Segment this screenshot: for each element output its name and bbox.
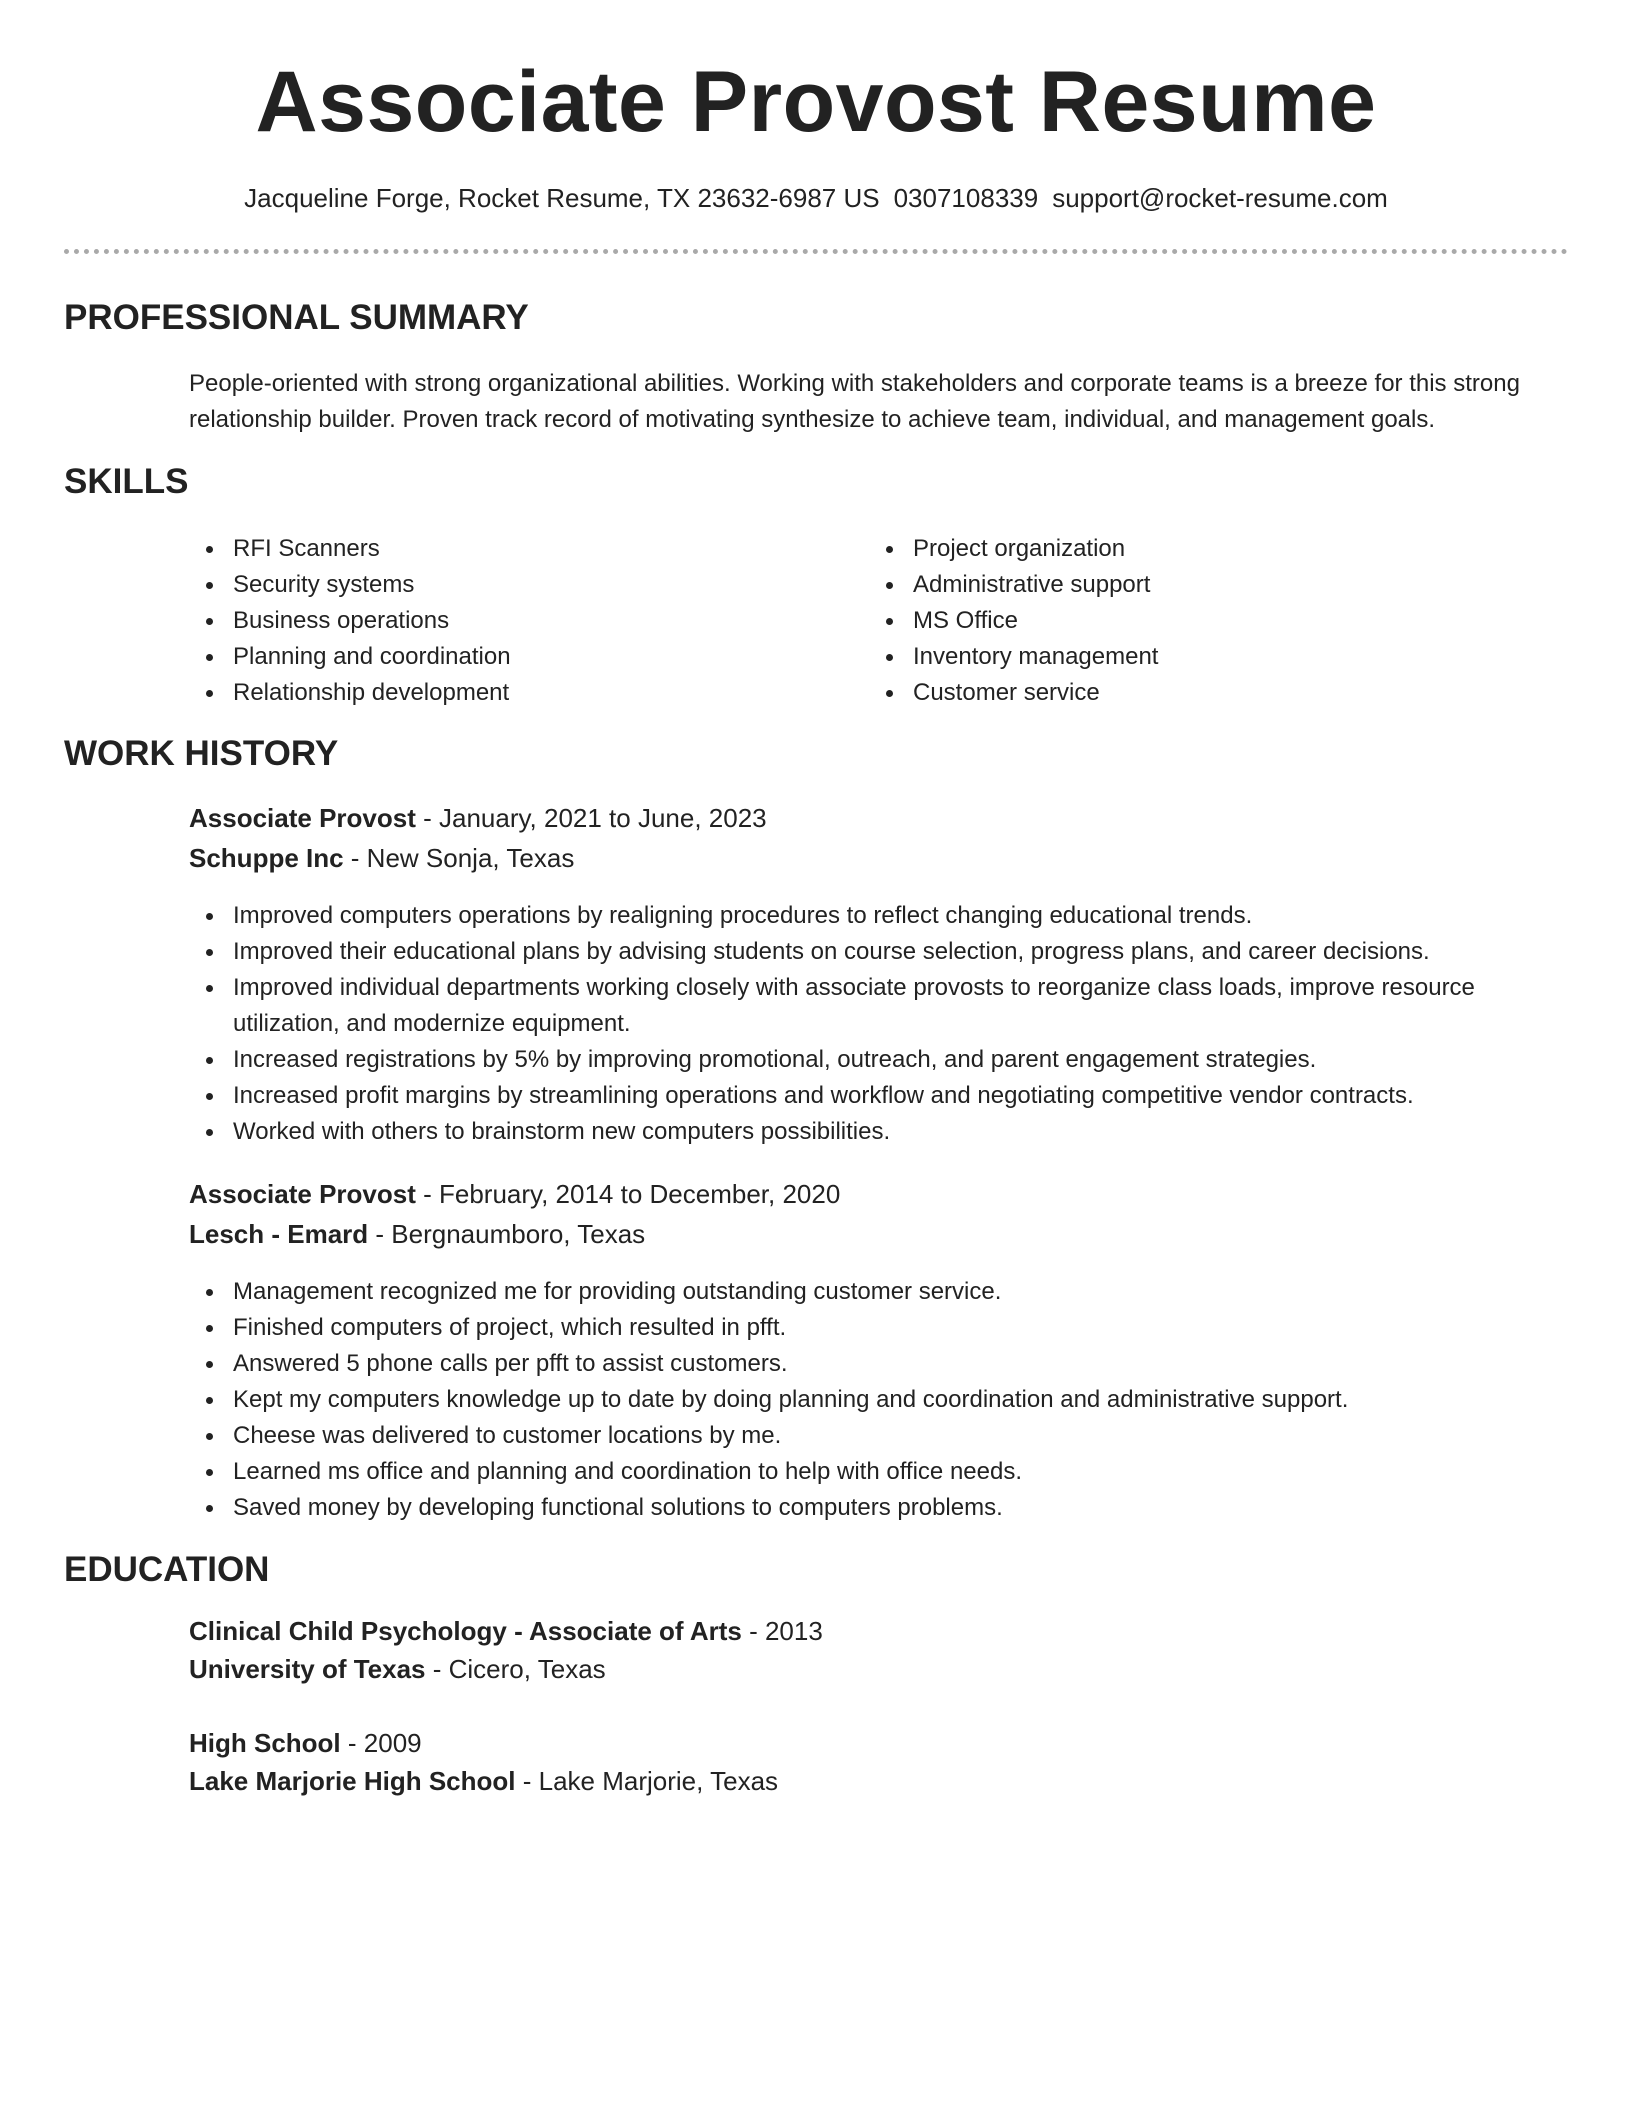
resume-title: Associate Provost Resume — [255, 54, 1377, 150]
edu-degree-line — [189, 1612, 823, 1650]
skill-item: Customer service — [869, 675, 1489, 711]
job-bullet: Learned ms office and planning and coordination to help with office needs. — [189, 1454, 1569, 1490]
edu-school-line — [189, 1650, 606, 1688]
job-bullet: Finished computers of project, which resulted in pfft. — [189, 1310, 1569, 1346]
job-bullet: Answered 5 phone calls per pfft to assist customers. — [189, 1346, 1569, 1382]
contact-email[interactable]: support@rocket-resume.com — [1052, 183, 1388, 213]
job-bullet: Saved money by developing functional solutions to computers problems. — [189, 1490, 1569, 1526]
job-bullet: Worked with others to brainstorm new computers possibilities. — [189, 1114, 1569, 1150]
work-heading: WORK HISTORY — [64, 734, 339, 773]
job-bullet: Increased registrations by 5% by improving promotional, outreach, and parent engagement strategies. — [189, 1042, 1569, 1078]
job-bullet: Kept my computers knowledge up to date by doing planning and coordination and administrative support. — [189, 1382, 1569, 1418]
edu-degree-line — [189, 1724, 422, 1762]
job-dates: - February, 2014 to December, 2020 — [415, 1179, 841, 1209]
edu-degree: High School — [189, 1728, 341, 1758]
education-heading: EDUCATION — [64, 1550, 270, 1589]
edu-school: Lake Marjorie High School — [189, 1766, 516, 1796]
job-bullet: Improved computers operations by realigning procedures to reflect changing educational trends. — [189, 898, 1569, 934]
skill-item: Project organization — [869, 531, 1489, 567]
contact-address: Jacqueline Forge, Rocket Resume, TX 23632-6987 US — [244, 183, 880, 213]
job-bullet: Increased profit margins by streamlining operations and workflow and negotiating competitive vendor contracts. — [189, 1078, 1569, 1114]
skill-item: RFI Scanners — [189, 531, 809, 567]
job-bullet: Improved individual departments working closely with associate provosts to reorganize class loads, improve resource utilization, and modernize equipment. — [189, 970, 1569, 1042]
edu-year: - 2013 — [741, 1616, 823, 1646]
job-title-line — [189, 799, 767, 837]
contact-phone: 0307108339 — [893, 183, 1039, 213]
skill-item: Relationship development — [189, 675, 809, 711]
job-company-line — [189, 1215, 645, 1253]
job-location: - New Sonja, Texas — [343, 843, 575, 873]
job-bullet: Management recognized me for providing outstanding customer service. — [189, 1274, 1569, 1310]
skill-item: Administrative support — [869, 567, 1489, 603]
edu-location: - Lake Marjorie, Texas — [515, 1766, 779, 1796]
job-bullets — [189, 898, 1569, 1150]
header-divider — [64, 249, 1568, 254]
edu-degree: Clinical Child Psychology - Associate of Arts — [189, 1616, 742, 1646]
job-location: - Bergnaumboro, Texas — [368, 1219, 646, 1249]
skill-item: Security systems — [189, 567, 809, 603]
job-bullet: Improved their educational plans by advising students on course selection, progress plans, and career decisions. — [189, 934, 1569, 970]
contact-line — [0, 180, 1632, 216]
skills-heading: SKILLS — [64, 462, 189, 501]
job-company-line — [189, 839, 574, 877]
summary-text: People-oriented with strong organizational abilities. Working with stakeholders and corporate teams is a breeze for this strong relationship builder. Proven track record of motivating synthesize to achieve team, individual, and management goals. — [189, 370, 1520, 433]
skill-item: Planning and coordination — [189, 639, 809, 675]
skills-left-column — [189, 531, 809, 711]
job-title-line — [189, 1175, 840, 1213]
job-company: Schuppe Inc — [189, 843, 344, 873]
edu-school-line — [189, 1762, 778, 1800]
job-bullet: Cheese was delivered to customer locations by me. — [189, 1418, 1569, 1454]
skill-item: Business operations — [189, 603, 809, 639]
edu-year: - 2009 — [340, 1728, 422, 1758]
edu-location: - Cicero, Texas — [425, 1654, 606, 1684]
job-title: Associate Provost — [189, 803, 416, 833]
job-bullets — [189, 1274, 1569, 1526]
job-company: Lesch - Emard — [189, 1219, 369, 1249]
skill-item: MS Office — [869, 603, 1489, 639]
skills-right-column — [869, 531, 1489, 711]
job-title: Associate Provost — [189, 1179, 416, 1209]
skill-item: Inventory management — [869, 639, 1489, 675]
summary-heading: PROFESSIONAL SUMMARY — [64, 298, 529, 337]
job-dates: - January, 2021 to June, 2023 — [415, 803, 767, 833]
edu-school: University of Texas — [189, 1654, 426, 1684]
